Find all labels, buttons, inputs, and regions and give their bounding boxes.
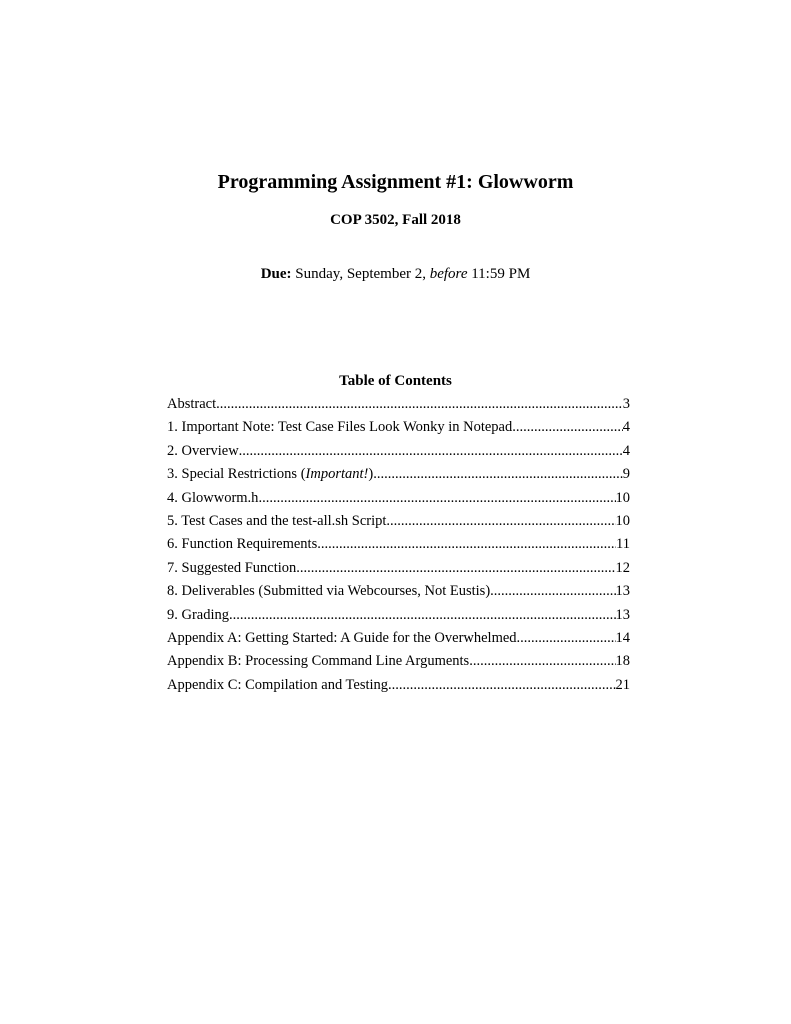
due-emphasis: before: [429, 266, 468, 282]
toc-entry-text: Appendix B: Processing Command Line Arguments: [167, 653, 470, 670]
toc-page-number: 13: [615, 583, 630, 600]
toc-entry-deliverables[interactable]: [167, 580, 630, 603]
toc-page-number: 4: [622, 419, 630, 436]
toc-dot-leader: [490, 580, 615, 603]
toc-dot-leader: [229, 604, 615, 627]
toc-entry-text: 4. Glowworm.h: [167, 489, 259, 506]
toc-page-number: 12: [615, 559, 630, 576]
toc-dot-leader: [216, 393, 623, 416]
toc-entry-text: 6. Function Requirements: [167, 536, 318, 553]
toc-page-number: 10: [615, 489, 630, 506]
toc-entry-special-restrictions[interactable]: [167, 463, 630, 486]
toc-entry-text: 9. Grading: [167, 606, 230, 623]
toc-entry-appendix-b[interactable]: [167, 650, 630, 673]
due-date-line: [0, 264, 791, 284]
toc-page-number: 3: [622, 396, 630, 412]
toc-entry-text: 1. Important Note: Test Case Files Look Wonky in Notepad: [167, 419, 513, 436]
toc-dot-leader: [258, 487, 615, 510]
toc-entry-appendix-a[interactable]: [167, 627, 630, 650]
toc-dot-leader: [296, 557, 615, 580]
toc-dot-leader: [512, 416, 623, 439]
toc-dot-leader: [386, 510, 615, 533]
toc-heading: Table of Contents: [339, 373, 452, 389]
toc-entry-text: 7. Suggested Function: [167, 559, 297, 576]
toc-entry-test-cases[interactable]: [167, 510, 630, 533]
toc-entry-grading[interactable]: [167, 604, 630, 627]
toc-dot-leader: [239, 440, 623, 463]
toc-entry-text: Abstract: [167, 396, 217, 412]
toc-entry-text: Appendix A: Getting Started: A Guide for the Overwhelmed: [167, 629, 517, 646]
toc-text-after: ): [368, 466, 374, 483]
toc-entry-abstract[interactable]: [167, 393, 630, 416]
toc-text-emphasis: Important!: [305, 466, 369, 483]
toc-entry-overview[interactable]: [167, 440, 630, 463]
due-day-text: Sunday, September 2,: [291, 266, 430, 282]
toc-dot-leader: [517, 627, 616, 650]
toc-dot-leader: [469, 650, 615, 673]
toc-entry-appendix-c[interactable]: [167, 674, 630, 697]
toc-text-before: 3. Special Restrictions (: [167, 466, 306, 483]
toc-dot-leader: [388, 674, 615, 697]
due-label: Due:: [260, 266, 292, 282]
document-title: Programming Assignment #1: Glowworm: [217, 171, 574, 193]
toc-entry-text: [167, 463, 373, 486]
toc-page-number: 9: [622, 466, 630, 483]
toc-page-number: 21: [615, 676, 630, 693]
toc-dot-leader: [373, 463, 623, 486]
toc-entry-suggested-function[interactable]: [167, 557, 630, 580]
toc-dot-leader: [317, 533, 616, 556]
toc-page-number: 11: [616, 536, 630, 553]
toc-entry-text: 5. Test Cases and the test-all.sh Script: [167, 512, 387, 529]
toc-page-number: 14: [615, 629, 630, 646]
due-time-text: 11:59 PM: [467, 266, 531, 282]
table-of-contents: [167, 393, 630, 697]
toc-page-number: 10: [615, 512, 630, 529]
course-subtitle: COP 3502, Fall 2018: [330, 212, 461, 228]
toc-entry-glowworm-h[interactable]: [167, 487, 630, 510]
toc-entry-important-note[interactable]: [167, 416, 630, 439]
toc-entry-function-requirements[interactable]: [167, 533, 630, 556]
toc-entry-text: Appendix C: Compilation and Testing: [167, 676, 389, 693]
toc-entry-text: 2. Overview: [167, 442, 239, 459]
toc-page-number: 18: [615, 653, 630, 670]
toc-page-number: 13: [615, 606, 630, 623]
toc-page-number: 4: [622, 442, 630, 459]
toc-entry-text: 8. Deliverables (Submitted via Webcourses, Not Eustis): [167, 583, 491, 600]
